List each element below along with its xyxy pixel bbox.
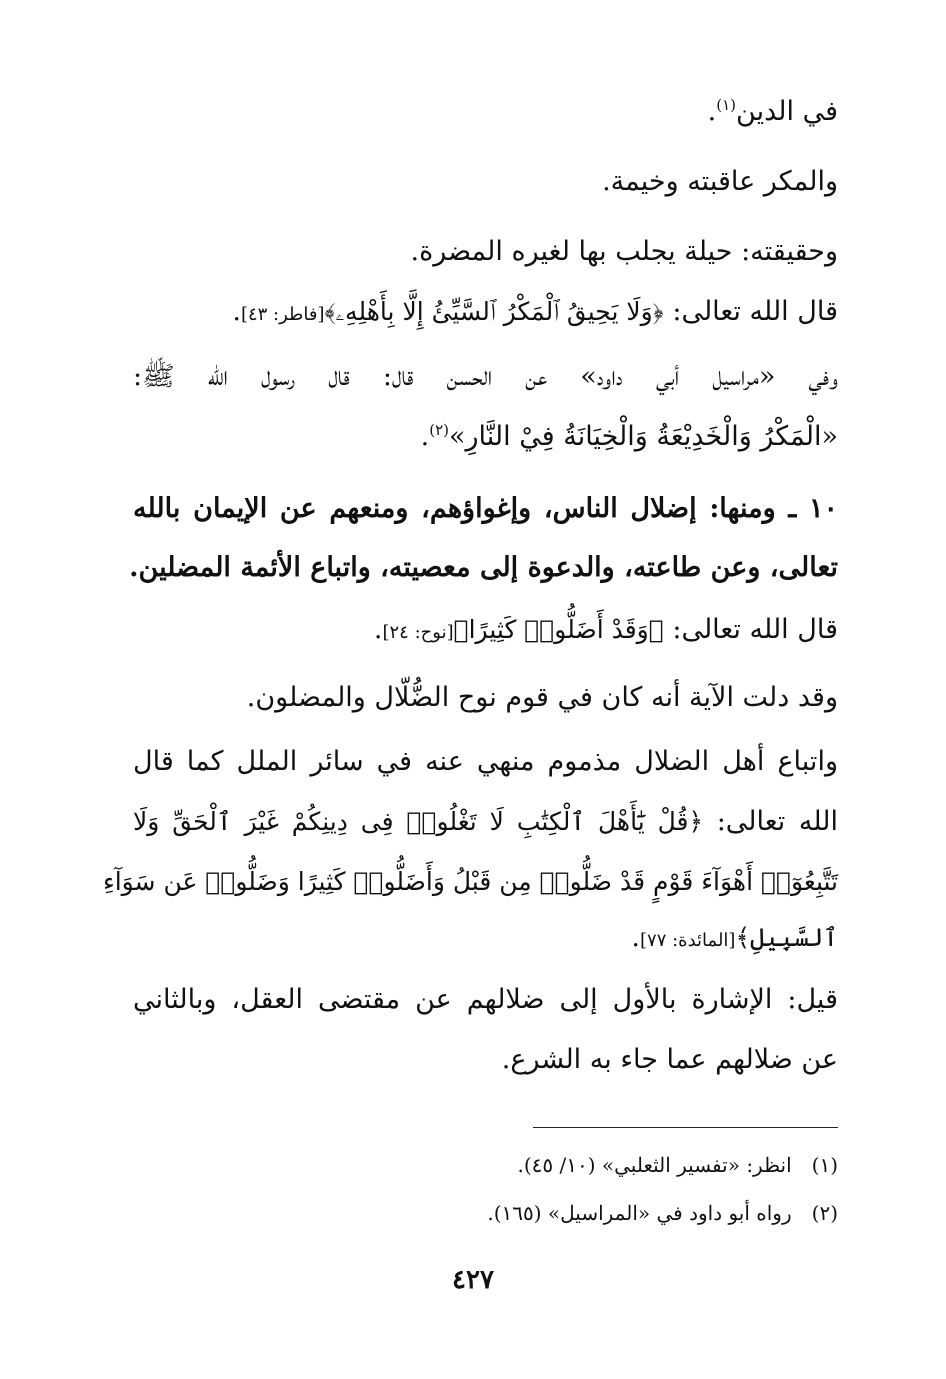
quran-verse: تَتَّبِعُوٓا۟ أَهْوَآءَ قَوْمٍ قَدْ ضَلُّوا۟ مِن قَبْلُ وَأَضَلُّوا۟ كَثِيرًا وَضَلُّوا۟ عَن سَوَآءِ [102,867,838,896]
quran-verse: ﴿وَقَدْ أَضَلُّوا۟ كَثِيرًا﴾ [453,615,664,644]
line-16: عن ضلالهم عما جاء به الشرع. [501,1044,838,1075]
line-12 [133,802,838,842]
line-11: واتباع أهل الضلال مذموم منهي عنه في سائر الملل كما قال [133,746,838,777]
footnote-ref-2[interactable]: (٢) [429,421,449,439]
verse-reference: [المائدة: ٧٧] [640,930,736,951]
quran-verse: ٱلسَّبِيلِ﴾ [735,923,838,952]
text: . [232,296,241,327]
text: . [373,614,383,645]
line-7: ١٠ ـ ومنها: إضلال الناس، وإغواؤهم، ومنعهم عن الإيمان بالله [133,493,838,524]
text: في الدين [736,96,838,127]
line-10: وقد دلت الآية أنه كان في قوم نوح الضُّلّال والمضلون. [246,682,838,713]
text: قال الله تعالى: [663,296,838,327]
footnote-text: رواه أبو داود في «المراسيل» (١٦٥). [487,1201,792,1225]
line-6 [421,417,838,457]
line-14 [631,918,838,961]
text: . [631,922,640,953]
footnote-number: (١) [811,1153,838,1177]
verse-reference: [فاطر: ٤٣] [240,304,325,325]
text: . [707,96,717,127]
line-2: والمكر عاقبته وخيمة. [602,166,838,197]
verse-reference: [نوح: ٢٤] [382,622,454,643]
quran-verse: ﴿وَلَا يَحِيقُ ٱلْمَكْرُ ٱلسَّيِّئُ إِلَّا بِأَهْلِهِۦ﴾ [324,297,664,326]
line-4 [232,292,838,335]
hadith-text: «الْمَكْرُ وَالْخَدِيْعَةُ وَالْخِيَانَةُ فِيْ النَّارِ» [448,421,838,452]
quran-verse: ﴿قُلْ يَٰٓأَهْلَ ٱلْكِتَٰبِ لَا تَغْلُوا۟ فِى دِينِكُمْ غَيْرَ ٱلْحَقِّ وَلَا [133,807,704,836]
line-5: وفي «مراسيل أبي داود» عن الحسن قال: قال رسول الله ﷺ: [133,361,838,392]
footnote-ref-1[interactable]: (١) [716,96,737,114]
line-13 [102,862,838,902]
line-8: تعالى، وعن طاعته، والدعوة إلى معصيته، واتباع الأئمة المضلين. [129,552,838,583]
footnote-1 [517,1150,838,1180]
footnote-text: انظر: «تفسير الثعلبي» (١٠/ ٤٥). [517,1153,792,1177]
footnote-2 [487,1198,838,1228]
line-15: قيل: الإشارة بالأول إلى ضلالهم عن مقتضى العقل، وبالثاني [133,984,838,1015]
text: قال الله تعالى: [663,614,838,645]
text: الله تعالى: [703,806,838,837]
line-9 [374,610,838,653]
text: . [420,421,430,452]
line-1 [708,92,838,132]
footnote-number: (٢) [811,1201,838,1225]
footnote-separator [533,1127,838,1128]
page-number: ٤٢٧ [452,1265,494,1295]
line-3: وحقيقته: حيلة يجلب بها لغيره المضرة. [410,236,838,267]
